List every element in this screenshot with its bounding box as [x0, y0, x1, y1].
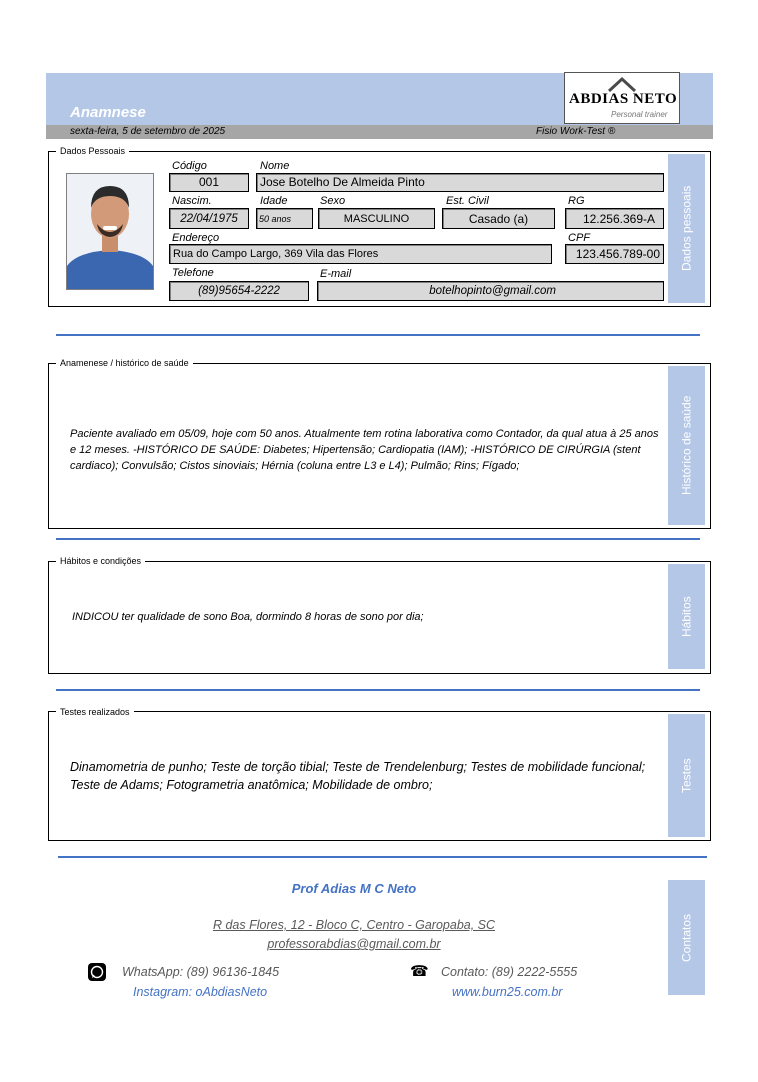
- whatsapp-icon: [88, 963, 106, 981]
- contact-email[interactable]: professorabdias@gmail.com.br: [267, 937, 441, 951]
- header-date: sexta-feira, 5 de setembro de 2025: [70, 126, 226, 137]
- nome-label: Nome: [260, 160, 290, 172]
- personal-data-legend: Dados Pessoais: [56, 146, 129, 157]
- person-photo-icon: [67, 174, 153, 289]
- nascim-label: Nascim.: [172, 195, 212, 207]
- civil-label: Est. Civil: [446, 195, 489, 207]
- telefone-label: Telefone: [172, 267, 214, 279]
- history-legend: Anamenese / histórico de saúde: [56, 358, 193, 369]
- idade-label: Idade: [260, 195, 288, 207]
- endereco-label: Endereço: [172, 232, 220, 244]
- sexo-field[interactable]: MASCULINO: [318, 208, 435, 229]
- logo-text: ABDIAS NETO: [569, 91, 678, 107]
- personal-data-tab: Dados pessoais: [668, 154, 705, 303]
- contact-name: Prof Adias M C Neto: [291, 881, 417, 896]
- contacts-tab: Contatos: [668, 880, 705, 995]
- logo-roof-icon: [607, 76, 637, 92]
- rg-label: RG: [568, 195, 585, 207]
- contact-instagram[interactable]: Instagram: oAbdiasNeto: [133, 985, 268, 999]
- nascim-field[interactable]: 22/04/1975: [169, 208, 249, 229]
- rg-field[interactable]: 12.256.369-A: [565, 208, 664, 229]
- tests-legend: Testes realizados: [56, 707, 134, 718]
- telefone-field[interactable]: (89)95654-2222: [169, 281, 309, 301]
- sexo-label: Sexo: [320, 195, 346, 207]
- nome-field[interactable]: Jose Botelho De Almeida Pinto: [256, 173, 664, 192]
- email-field[interactable]: botelhopinto@gmail.com: [317, 281, 664, 301]
- divider-2: [56, 538, 700, 540]
- logo-subtitle: Personal trainer: [611, 110, 668, 119]
- contact-phone[interactable]: Contato: (89) 2222-5555: [441, 965, 578, 979]
- codigo-label: Código: [172, 160, 207, 172]
- tests-tab: Testes: [668, 714, 705, 837]
- page-title: Anamnese: [70, 104, 146, 121]
- contact-address[interactable]: R das Flores, 12 - Bloco C, Centro - Garopaba, SC: [212, 918, 496, 932]
- cpf-field[interactable]: 123.456.789-00: [565, 244, 664, 264]
- history-text: Paciente avaliado em 05/09, hoje com 50 anos. Atualmente tem rotina laborativa como Contador, da qual atua à 25 anos e 12 meses. -HISTÓRICO DE SAÚDE: Diabetes; Hipertensão; Cardiopatia (IAM); -HISTÓRICO DE CIRÚRGIA (stent cardiaco); Convulsão; Cistos sinoviais; Hérnia (coluna entre L3 e L4); Pulmão; Rins; Fígado;: [70, 428, 659, 472]
- endereco-field[interactable]: Rua do Campo Largo, 369 Vila das Flores: [169, 244, 552, 264]
- contact-whatsapp[interactable]: WhatsApp: (89) 96136-1845: [122, 965, 280, 979]
- email-label: E-mail: [320, 268, 352, 280]
- avatar: [66, 173, 154, 290]
- habits-legend: Hábitos e condições: [56, 556, 145, 567]
- idade-field[interactable]: 50 anos: [256, 208, 313, 229]
- codigo-field[interactable]: 001: [169, 173, 249, 192]
- logo: [564, 72, 680, 124]
- tests-text: Dinamometria de punho; Teste de torção tibial; Teste de Trendelenburg; Testes de mobilidade funcional; Teste de Adams; Fotogrametria anatômica; Mobilidade de ombro;: [70, 760, 646, 792]
- contact-website[interactable]: www.burn25.com.br: [452, 985, 563, 999]
- divider-4: [58, 856, 707, 858]
- divider-3: [56, 689, 700, 691]
- header-product: Fisio Work-Test ®: [536, 126, 616, 137]
- habits-tab: Hábitos: [668, 564, 705, 669]
- cpf-label: CPF: [568, 232, 590, 244]
- phone-icon: ☎: [410, 963, 429, 980]
- history-tab: Histórico de saúde: [668, 366, 705, 525]
- divider-1: [56, 334, 700, 336]
- habits-text: INDICOU ter qualidade de sono Boa, dormindo 8 horas de sono por dia;: [72, 611, 424, 623]
- civil-field[interactable]: Casado (a): [442, 208, 555, 229]
